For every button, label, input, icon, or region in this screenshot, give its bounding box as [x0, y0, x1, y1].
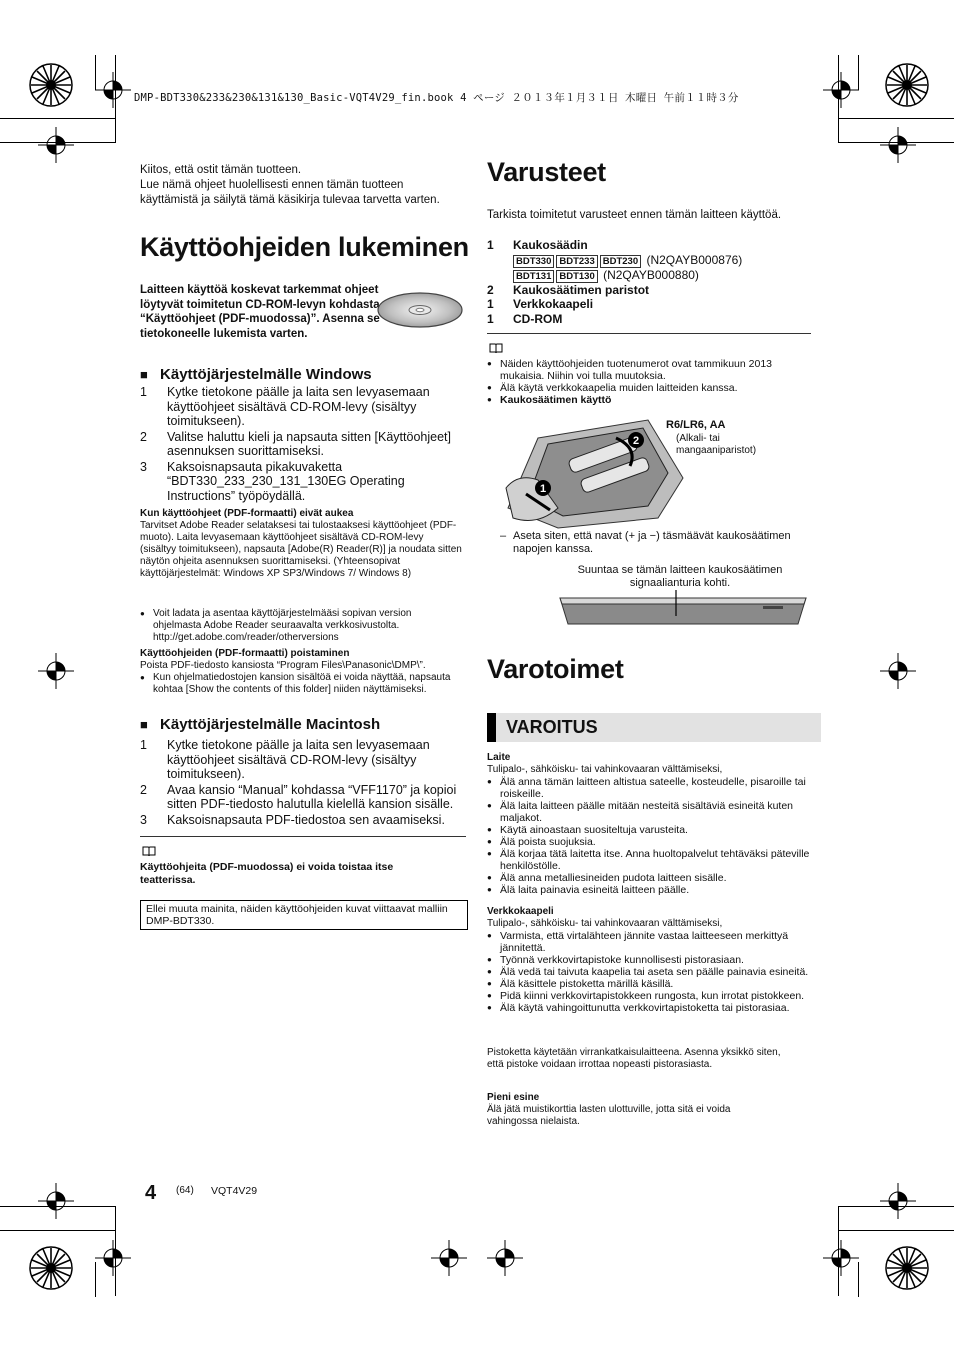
item-label: Verkkokaapeli [513, 297, 594, 311]
crosshair-icon [95, 72, 131, 108]
list-item: ● Älä käytä verkkokaapelia muiden laitteiden kanssa. [487, 382, 811, 394]
cd-rom-icon [376, 291, 464, 329]
plug-note: Pistoketta käytetään virrankatkaisulaitteena. Asenna yksikkö siten, että pistoke voidaan irrottaa nopeasti pistorasiasta. [487, 1047, 781, 1070]
list-item: ● Älä anna tämän laitteen altistua sateelle, kosteudelle, pisaroille tai roiskeille. [487, 776, 811, 800]
qty: 1 [487, 311, 494, 326]
mac-steps [140, 738, 466, 828]
step-number: 2 [140, 429, 147, 444]
windows-heading [140, 366, 372, 383]
svg-text:1: 1 [539, 483, 547, 495]
list-item [487, 297, 811, 312]
windows-heading-text: Käyttöjärjestelmälle Windows [160, 366, 372, 383]
step-text: Kaksoisnapsauta PDF-tiedostoa sen avaamiseksi. [167, 812, 445, 827]
section-title-precautions: Varotoimet [487, 654, 624, 684]
dash: – [500, 530, 507, 542]
model-tag: BDT130 [556, 270, 597, 283]
crosshair-icon [823, 1240, 859, 1276]
player-device-illustration [558, 590, 808, 630]
list-item: ● Älä laita laitteen päälle mitään nesteitä sisältäviä esineitä kuten maljakot. [487, 800, 811, 824]
cable-title: Verkkokaapeli [487, 906, 554, 917]
model-tag: BDT330 [513, 255, 554, 268]
list-item [140, 430, 466, 459]
aim-note: Suuntaa se tämän laitteen kaukosäätimen signaalianturia kohti. [577, 564, 783, 589]
step-number: 3 [140, 812, 147, 827]
model-note-box: Ellei muuta mainita, näiden käyttöohjeiden kuvat viittaavat malliin DMP-BDT330. [140, 900, 468, 930]
accessories-notes [487, 358, 811, 406]
list-item: ● Älä vedä tai taivuta kaapelia tai aseta sen päälle painavia esineitä. [487, 966, 811, 978]
crosshair-icon [431, 1240, 467, 1276]
mac-heading-text: Käyttöjärjestelmälle Macintosh [160, 716, 381, 733]
intro-thanks: Kiitos, että ostit tämän tuotteen. [140, 164, 302, 176]
list-item: ● Kaukosäätimen käyttö [487, 394, 811, 406]
square-bullet-icon: ■ [140, 367, 148, 382]
open-fail-bullets [140, 608, 458, 644]
list-item [487, 283, 811, 298]
list-item [140, 783, 466, 812]
pdf-info-text: Laitteen käyttöä koskevat tarkemmat ohjeet löytyvät toimitetun CD-ROM-levyn kohdasta “Käyttöohjeet (PDF-muodossa)”. Asenna se tietokoneelle lukemista varten. [140, 284, 380, 340]
list-item: ● Älä anna metalliesineiden pudota laitteen sisälle. [487, 872, 811, 884]
small-object-title: Pieni esine [487, 1092, 540, 1103]
list-item: ● Voit ladata ja asentaa käyttöjärjestelmääsi sopivan version ohjelmasta Adobe Reader seuraavalta verkkosivustolta. http://get.adobe.com/reader/otherversions [140, 608, 458, 644]
list-item [487, 238, 811, 253]
svg-text:2: 2 [632, 435, 640, 447]
item-label: Kaukosäädin [513, 238, 588, 252]
battery-polarity-text: Aseta siten, että navat (+ ja −) täsmäävät kaukosäätimen napojen kanssa. [513, 530, 791, 555]
cable-intro: Tulipalo-, sähköisku- tai vahinkovaaran välttämiseksi, [487, 918, 723, 929]
note-book-icon [489, 343, 503, 354]
step-text: Valitse haluttu kieli ja napsauta sitten [Käyttöohjeet] asennuksen suorittamiseksi. [167, 429, 451, 459]
list-item: ● Älä poista suojuksia. [487, 836, 811, 848]
list-item: ● Työnnä verkkovirtapistoke kunnollisesti pistorasiaan. [487, 954, 811, 966]
registration-wheel-icon [884, 62, 930, 108]
note-pdf-theater: Käyttöohjeita (PDF-muodossa) ei voida toistaa itse teatterissa. [140, 861, 394, 886]
uninstall-text: Poista PDF-tiedosto kansiosta “Program Files\Panasonic\DMP\”. [140, 660, 426, 671]
accessories-list [487, 238, 811, 326]
section-title-accessories: Varusteet [487, 157, 606, 187]
step-number: 1 [140, 385, 147, 399]
item-label: Kaukosäätimen paristot [513, 282, 650, 297]
list-item: ● Älä käsittele pistoketta märillä käsillä. [487, 978, 811, 990]
windows-steps [140, 385, 466, 504]
crosshair-icon [487, 1240, 523, 1276]
accessories-intro: Tarkista toimitetut varusteet ennen tämän laitteen käyttöä. [487, 209, 782, 221]
list-item: ● Älä käytä vahingoittunutta verkkovirtapistoketta tai pistorasiaa. [487, 1002, 811, 1014]
model-tag: BDT233 [556, 255, 597, 268]
crosshair-icon [880, 127, 916, 163]
battery-type-sub: (Alkali- tai mangaaniparistot) [676, 433, 757, 456]
crosshair-icon [38, 653, 74, 689]
step-number: 2 [140, 782, 147, 797]
remote-battery-illustration [498, 418, 688, 530]
section-title-reading: Käyttöohjeiden lukeminen [140, 232, 469, 262]
divider [140, 836, 466, 837]
list-item: ● Varmista, että virtalähteen jännite vastaa laitteeseen merkittyä jännitettä. [487, 930, 811, 954]
crosshair-icon [38, 127, 74, 163]
registration-wheel-icon [28, 62, 74, 108]
item-label: CD-ROM [513, 311, 563, 326]
qty: 1 [487, 297, 494, 311]
device-intro: Tulipalo-, sähköisku- tai vahinkovaaran välttämiseksi, [487, 764, 723, 775]
small-object-text: Älä jätä muistikorttia lasten ulottuville, jotta sitä ei voida vahingossa nielaista. [487, 1104, 731, 1127]
open-fail-text: Tarvitset Adobe Reader selataksesi tai tulostaaksesi käyttöohjeet (PDF-muoto). Laita levyasemaan käyttöohjeet sisältävä CD-ROM-levy (sisältyy toimitukseen), napsauta [Adobe(R) Reader(R)] ja noudata sitten näytön ohjeita asennuksen suorittamiseksi. (Yhteensopivat käyttöjärjestelmät: Windows XP SP3/Windows 7/ Windows 8) [140, 520, 462, 579]
list-item: ● Kun ohjelmatiedostojen kansion sisältöä ei voida näyttää, napsauta kohtaa [Show the contents of this folder] niiden näyttämiseksi. [140, 672, 458, 696]
list-item: ● Näiden käyttöohjeiden tuotenumerot ovat tammikuun 2013 mukaisia. Niihin voi tulla muutoksia. [487, 358, 811, 382]
registration-wheel-icon [28, 1245, 74, 1291]
warning-bar: VAROITUS [487, 713, 821, 742]
list-item [140, 813, 466, 828]
list-item [140, 385, 466, 429]
square-bullet-icon: ■ [140, 717, 148, 732]
list-item [487, 268, 811, 283]
divider [487, 333, 811, 334]
qty: 2 [487, 282, 494, 297]
uninstall-title: Käyttöohjeiden (PDF-formaatti) poistaminen [140, 648, 350, 659]
crosshair-icon [880, 1183, 916, 1219]
list-item: ● Käytä ainoastaan suositeltuja varusteita. [487, 824, 811, 836]
page-number: 4 [145, 1182, 157, 1204]
model-tag: BDT230 [600, 255, 641, 268]
list-item [487, 312, 811, 327]
device-warnings [487, 776, 811, 896]
list-item: ● Älä korjaa tätä laitetta itse. Anna huoltopalvelut tehtäväksi päteville henkilöstölle. [487, 848, 811, 872]
battery-polarity-note [500, 530, 800, 556]
step-text: Kaksoisnapsauta pikakuvaketta “BDT330_233_230_131_130EG Operating Instructions” työpöydällä. [167, 459, 405, 503]
step-text: Avaa kansio “Manual” kohdassa “VFF1170” ja kopioi sitten PDF-tiedosto halutulla kielellä kansion sisälle. [167, 782, 457, 812]
uninstall-bullets [140, 672, 458, 696]
battery-type-label: R6/LR6, AA [666, 419, 726, 431]
qty: 1 [487, 238, 494, 252]
crosshair-icon [880, 653, 916, 689]
list-item: ● Pidä kiinni verkkovirtapistokkeen rungosta, kun irrotat pistokkeen. [487, 990, 811, 1002]
list-item [487, 253, 811, 268]
mac-heading [140, 716, 380, 733]
model-code: (N2QAYB000880) [603, 267, 699, 282]
step-text: Kytke tietokone päälle ja laita sen levyasemaan käyttöohjeet sisältävä CD-ROM-levy (sisältyy toimitukseen). [167, 738, 430, 782]
step-number: 1 [140, 738, 147, 752]
page-sub-number: (64) [176, 1185, 194, 1196]
crosshair-icon [38, 1183, 74, 1219]
file-info-line: DMP-BDT330&233&230&131&130_Basic-VQT4V29_fin.book 4 ページ ２０１３年１月３１日 木曜日 午前１１時３分 [134, 92, 739, 104]
device-title: Laite [487, 752, 511, 763]
list-item: ● Älä laita painavia esineitä laitteen päälle. [487, 884, 811, 896]
intro-text: Lue nämä ohjeet huolellisesti ennen tämän tuotteen käyttämistä ja säilytä tämä käsikirja tulevaa tarvetta varten. [140, 179, 440, 206]
note-book-icon [142, 846, 156, 857]
doc-code: VQT4V29 [211, 1185, 258, 1197]
open-fail-title: Kun käyttöohjeet (PDF-formaatti) eivät aukea [140, 508, 354, 519]
list-item [140, 738, 466, 782]
crosshair-icon [95, 1240, 131, 1276]
model-tag: BDT131 [513, 270, 554, 283]
crosshair-icon [823, 72, 859, 108]
list-item [140, 460, 466, 504]
cable-warnings [487, 930, 811, 1014]
model-code: (N2QAYB000876) [646, 252, 743, 267]
step-text: Kytke tietokone päälle ja laita sen levyasemaan käyttöohjeet sisältävä CD-ROM-levy (sisältyy toimitukseen). [167, 385, 430, 429]
step-number: 3 [140, 459, 147, 474]
registration-wheel-icon [884, 1245, 930, 1291]
